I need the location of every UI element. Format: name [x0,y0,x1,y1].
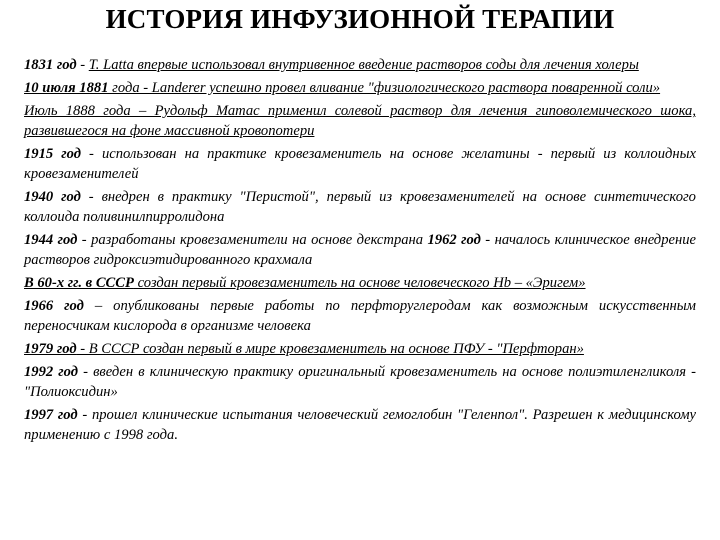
entry-1966 [24,296,696,336]
entry-text: - введен в клиническую практику оригинальный кровезаменитель на основе полиэтиленгликоля - "Полиоксидин» [24,364,696,400]
entry-text-secondary: - началось клиническое внедрение растворов гидроксиэтидированного крахмала [24,232,696,268]
entry-text: - разработаны кровезаменители на основе декстрана [77,232,428,248]
history-list [24,55,696,448]
entry-text: T. Latta впервые использовал внутривенное введение растворов соды для лечения холеры [88,57,639,73]
entry-year: 1979 год [24,341,77,357]
entry-1979 [24,339,696,359]
entry-1944 [24,230,696,270]
entry-year: 1831 год [24,57,77,73]
entry-year: 1997 год [24,407,78,423]
entry-1831 [24,55,696,75]
entry-1881 [24,78,696,98]
entry-separator: - [76,57,89,73]
entry-1940 [24,187,696,227]
entry-year: 10 июля 1881 [24,80,109,96]
entry-year: 1992 год [24,364,79,380]
entry-text: - использован на практике кровезаменитель на основе желатины - первый из коллоидных кровезаменителей [24,146,696,182]
entry-year-secondary: 1962 год [427,232,481,248]
entry-year: 1940 год [24,189,81,205]
entry-year: В 60-х гг. в СССР [24,275,134,291]
entry-year: 1944 год [24,232,78,248]
entry-text: года - Landerer успешно провел вливание "физиологического раствора поваренной соли» [108,80,661,96]
page-title: ИСТОРИЯ ИНФУЗИОННОЙ ТЕРАПИИ [105,4,615,34]
entry-1888 [24,101,696,141]
entry-text: создан первый кровезаменитель на основе человеческого Hb – «Эригем» [133,275,586,291]
entry-text: – опубликованы первые работы по перфторуглеродам как возможным искусственным переносчикам кислорода в организме человека [24,298,696,334]
entry-1997 [24,405,696,445]
entry-text: - внедрен в практику "Перистой", первый из кровезаменителей на основе синтетического коллоида поливинилпирролидона [24,189,696,225]
entry-year: 1966 год [24,298,84,314]
entry-text: - В СССР создан первый в мире кровезаменитель на основе ПФУ - "Перфторан» [76,341,584,357]
entry-text: Июль 1888 года – Рудольф Матас применил солевой раствор для лечения гиповолемического шока, развившегося на фоне массивной кровопотери [24,103,696,139]
entry-year: 1915 год [24,146,81,162]
entry-text: - прошел клинические испытания человеческий гемоглобин "Геленпол". Разрешен к медицинскому применению с 1998 года. [24,407,697,443]
entry-1992 [24,362,696,402]
entry-1960s [24,273,696,293]
entry-1915 [24,144,696,184]
